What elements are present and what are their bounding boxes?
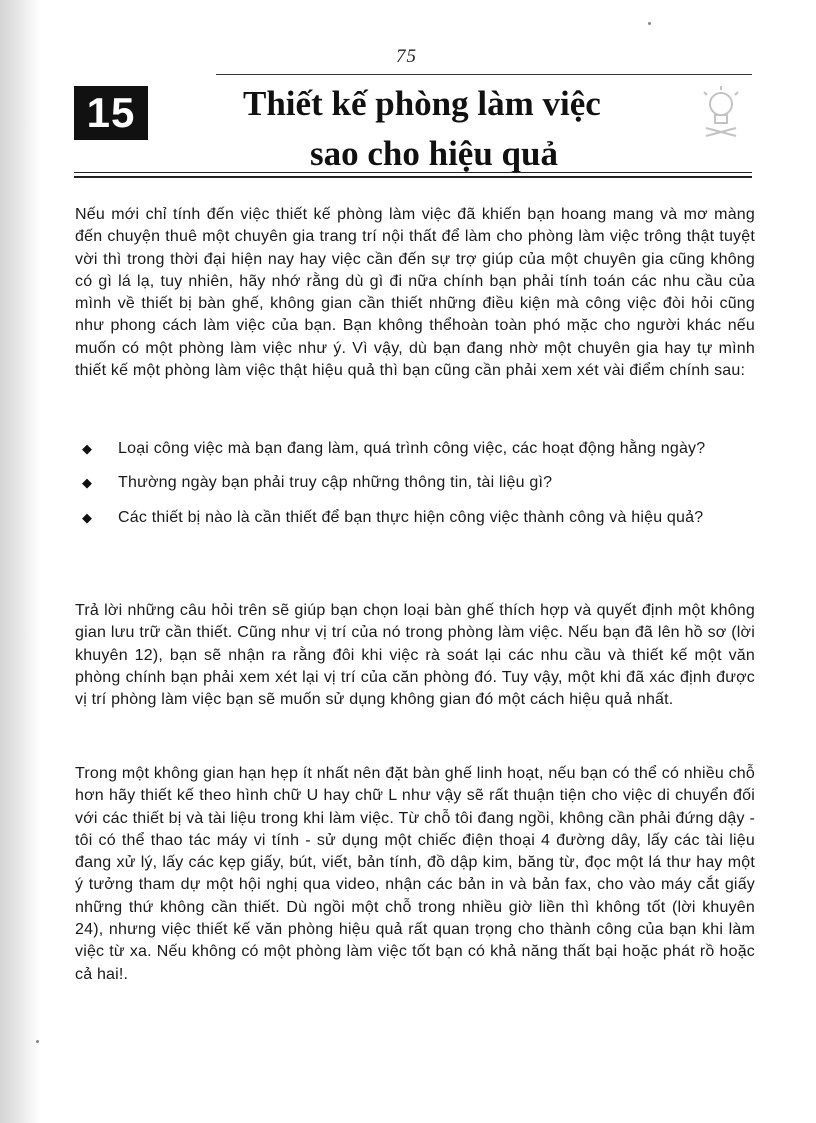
scan-speck [648,22,651,25]
scan-speck [36,1040,39,1043]
list-item [82,438,755,460]
lightbulb-icon [698,84,744,142]
intro-paragraph: Nếu mới chỉ tính đến việc thiết kế phòng làm việc đã khiến bạn hoang mang và mơ màng đến chuyện thuê một chuyên gia trang trí nội thất để làm cho phòng làm việc trông thật tuyệt vời thì trong thời đại hiện nay hay việc cần đến sự trợ giúp của một chuyên gia cũng không có gì lá lạ, tuy nhiên, hãy nhớ rằng dù gì đi nữa chính bạn phải tính toán các nhu cầu của mình về thiết bị bàn ghế, không gian cần thiết những điều kiện mà công việc đòi hỏi cũng như phong cách làm việc của bạn. Bạn không thểhoàn toàn phó mặc cho người khác nếu muốn có một phòng làm việc như ý. Vì vậy, dù bạn đang nhờ một chuyên gia hay tự mình thiết kế một phòng làm việc thật hiệu quả thì bạn cũng cần phải xem xét vài điểm chính sau: [75,206,755,380]
page-binding-edge [0,0,40,1123]
page-number: 75 [396,46,417,67]
list-item-text: Thường ngày bạn phải truy cập những thông tin, tài liệu gì? [118,474,553,492]
list-item-text: Loại công việc mà bạn đang làm, quá trình công việc, các hoạt động hằng ngày? [118,440,706,457]
answer-paragraph: Trả lời những câu hỏi trên sẽ giúp bạn chọn loại bàn ghế thích hợp và quyết định một không gian lưu trữ cần thiết. Cũng như vị trí của nó trong phòng làm việc. Nếu bạn đã lên hồ sơ (lời khuyên 12), bạn sẽ nhận ra rằng đôi khi việc rà soát lại các nhu cầu và thiết kế một văn phòng chính bạn phải xem xét lại vị trí của căn phòng đó. Tuy vậy, một khi đã xác định được vị trí phòng làm việc bạn sẽ muốn sử dụng không gian đó một cách hiệu quả nhất. [75,602,755,709]
chapter-number-badge: 15 [74,86,148,140]
header-rule [216,74,752,75]
layout-paragraph: Trong một không gian hạn hẹp ít nhất nên đặt bàn ghế linh hoạt, nếu bạn có thể có nhiều chỗ hơn hãy thiết kế theo hình chữ U hay chữ L như vậy sẽ rất thuận tiện cho việc di chuyển đối với các thiết bị và tài liệu trong khi làm việc. Từ chỗ tôi đang ngồi, không cần phải đứng dậy - tôi có thể thao tác máy vi tính - sử dụng một chiếc điện thoại 4 đường dây, lấy các tài liệu đang xử lý, lấy các kẹp giấy, bút, viết, bản tính, đồ dập kim, băng từ, đọc một lá thư hay một ý tưởng tham dự một hội nghị qua video, nhận các bản in và bản fax, cho vào máy cắt giấy những thứ không cần thiết. Dù ngồi một chỗ trong nhiều giờ liền thì không tốt (lời khuyên 24), nhưng việc thiết kế văn phòng hiệu quả rất quan trọng cho thành công của bạn khi làm việc từ xa. Nếu không có một phòng làm việc tốt bạn có khả năng thất bại hoặc phát rồ hoặc cả hai!. [75,765,755,983]
chapter-title-line-2: sao cho hiệu quả [310,134,558,173]
list-item-text: Các thiết bị nào là cần thiết để bạn thực hiện công việc thành công và hiệu quả? [118,508,704,526]
chapter-title-line-1: Thiết kế phòng làm việc [243,84,601,123]
question-list [82,438,755,541]
list-item [82,472,755,494]
title-underline-rule [74,172,752,178]
bullet-icon: ◆ [82,475,93,491]
list-item [82,507,755,529]
bullet-icon: ◆ [82,509,93,525]
bullet-icon: ◆ [82,441,93,456]
